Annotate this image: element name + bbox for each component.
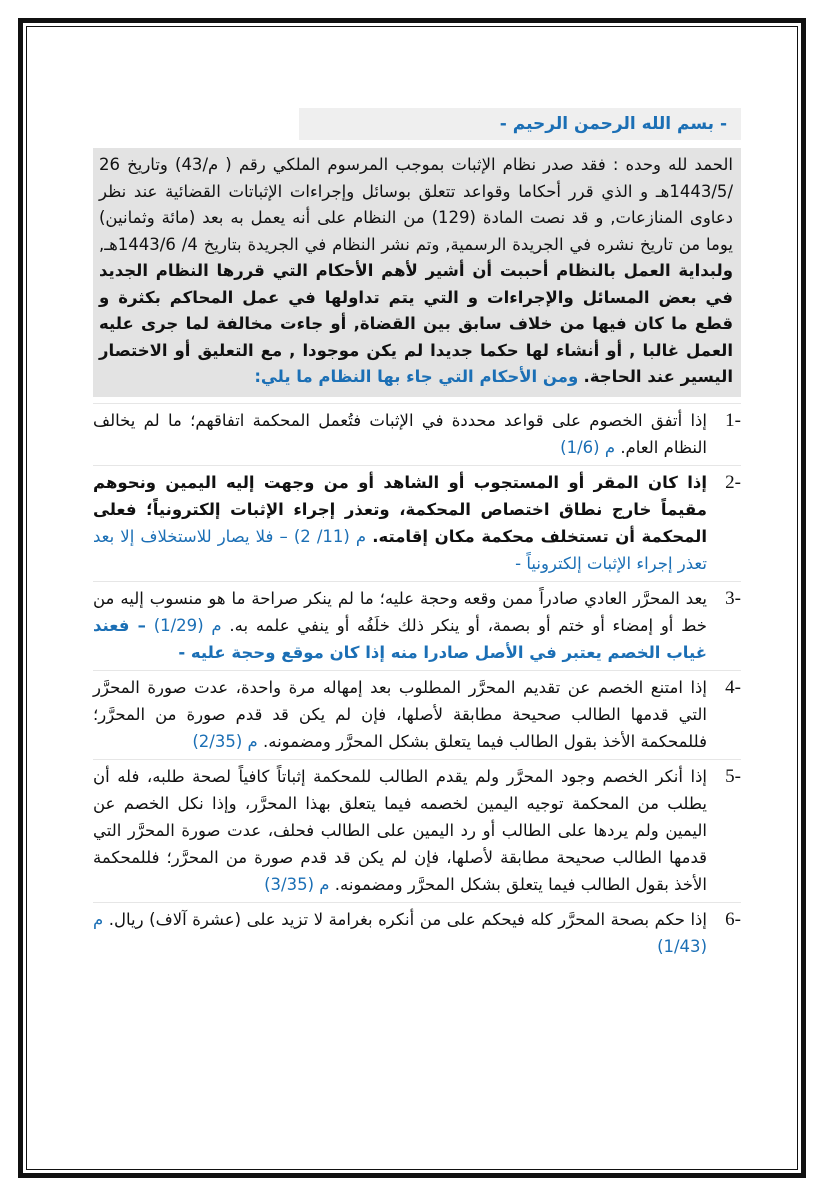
item-text: إذا كان المقر أو المستجوب أو الشاهد أو من وجهت إليه اليمين ونحوهم مقيماً خارج نطاق اختصاص المحكمة، وتعذر إجراء الإثبات إلكترونياً؛ فعلى المحكمة أن تستخلف محكمة مكان إقامته. <box>93 472 708 546</box>
article-reference: م (3/35) <box>264 874 330 894</box>
item-text: إذا أتفق الخصوم على قواعد محددة في الإثبات فتُعمل المحكمة اتفاقهم؛ ما لم يخالف النظام العام. <box>93 410 707 457</box>
item-number: 5- <box>725 765 741 787</box>
item-note: – فلا يصار للاستخلاف إلا بعد تعذر إجراء الإثبات إلكترونياً - <box>93 526 707 573</box>
article-reference: م (11/ 2) <box>293 526 367 546</box>
article-reference: م (1/6) <box>560 437 616 457</box>
item-number: 6- <box>725 908 741 930</box>
article-reference: م (1/43) <box>93 909 707 956</box>
item-body <box>93 906 707 960</box>
list-item <box>93 403 741 465</box>
intro-paragraph <box>93 148 741 397</box>
intro-bold-text: ولبداية العمل بالنظام أحببت أن أشير لأهم الأحكام التي قررها النظام الجديد في بعض المسائل والإجراءات و التي يتم تداولها في عمل المحاكم بكثرة و قطع ما كان فيها من خلاف سابق بين القضاة, أو جاءت مخالفة لما جرى عليه العمل غالبا , أو أنشاء لها حكما جديدا لم يكن موجودا , مع التعليق أو الاختصار اليسير عند الحاجة. <box>99 261 733 386</box>
list-item <box>93 670 741 759</box>
item-text: إذا حكم بصحة المحرَّر كله فيحكم على من أنكره بغرامة لا تزيد على (عشرة آلاف) ريال. <box>108 909 707 929</box>
rules-list <box>93 403 741 964</box>
item-text: إذا امتنع الخصم عن تقديم المحرَّر المطلوب بعد إمهاله مرة واحدة، عدت صورة المحرَّر التي قدمها الطالب صحيحة مطابقة لأصلها، فإن لم يكن قد قدم صورة من المحرَّر؛ فللمحكمة الأخذ بقول الطالب فيما يتعلق بشكل المحرَّر ومضمونه. <box>93 677 707 751</box>
article-reference: م (1/29) <box>153 615 222 635</box>
item-text: يعد المحرَّر العادي صادراً ممن وقعه وحجة عليه؛ ما لم ينكر صراحة ما هو منسوب إليه من خط أو إمضاء أو ختم أو بصمة، أو ينكر ذلك خلَفُه أو ينفي علمه به. <box>93 588 708 635</box>
page-frame <box>18 18 806 1178</box>
item-body <box>93 407 707 461</box>
item-body <box>93 763 707 898</box>
article-reference: م (2/35) <box>192 731 258 751</box>
item-note: – فعند غياب الخصم يعتبر في الأصل صادرا منه إذا كان موقع وحجة عليه - <box>93 615 707 662</box>
item-number: 1- <box>725 409 741 431</box>
basmala-heading: - بسم الله الرحمن الرحيم - <box>299 108 741 140</box>
item-text: إذا أنكر الخصم وجود المحرَّر ولم يقدم الطالب للمحكمة إثباتاً كافياً لصحة طلبه، فله أن يطلب من المحكمة توجيه اليمين لخصمه فيما يتعلق بهذا المحرَّر، وإذا نكل الخصم عن اليمين ولم يردها على الطالب أو رد اليمين على الطالب فحلف، عدت صورة المحرَّر التي قدمها الطالب صحيحة مطابقة لأصلها، فإن لم يكن قد قدم صورة من المحرَّر؛ فللمحكمة الأخذ بقول الطالب فيما يتعلق بشكل المحرَّر ومضمونه. <box>93 766 707 894</box>
list-item <box>93 759 741 902</box>
document-body <box>93 108 741 964</box>
item-number: 3- <box>725 587 741 609</box>
list-item <box>93 465 741 581</box>
item-body <box>93 674 707 755</box>
item-number: 4- <box>725 676 741 698</box>
item-body <box>93 585 707 666</box>
intro-text: الحمد لله وحده : فقد صدر نظام الإثبات بموجب المرسوم الملكي رقم ( م/43) وتاريخ 26 /1443/5هـ و الذي قرر أحكاما وقواعد تتعلق بوسائل وإجراءات الإثباتات القضائية عند نظر دعاوى المنازعات, و قد نصت المادة (129) من النظام على أنه يعمل به بعد (مائة وثمانين) يوما من تاريخ نشره في الجريدة الرسمية, وتم نشر النظام في الجريدة بتاريخ 4/ 1443/6هـ, <box>99 155 734 254</box>
list-item <box>93 581 741 670</box>
item-number: 2- <box>725 471 741 493</box>
list-item <box>93 902 741 964</box>
item-body <box>93 469 707 577</box>
intro-lead-in: ومن الأحكام التي جاء بها النظام ما يلي: <box>254 367 579 386</box>
